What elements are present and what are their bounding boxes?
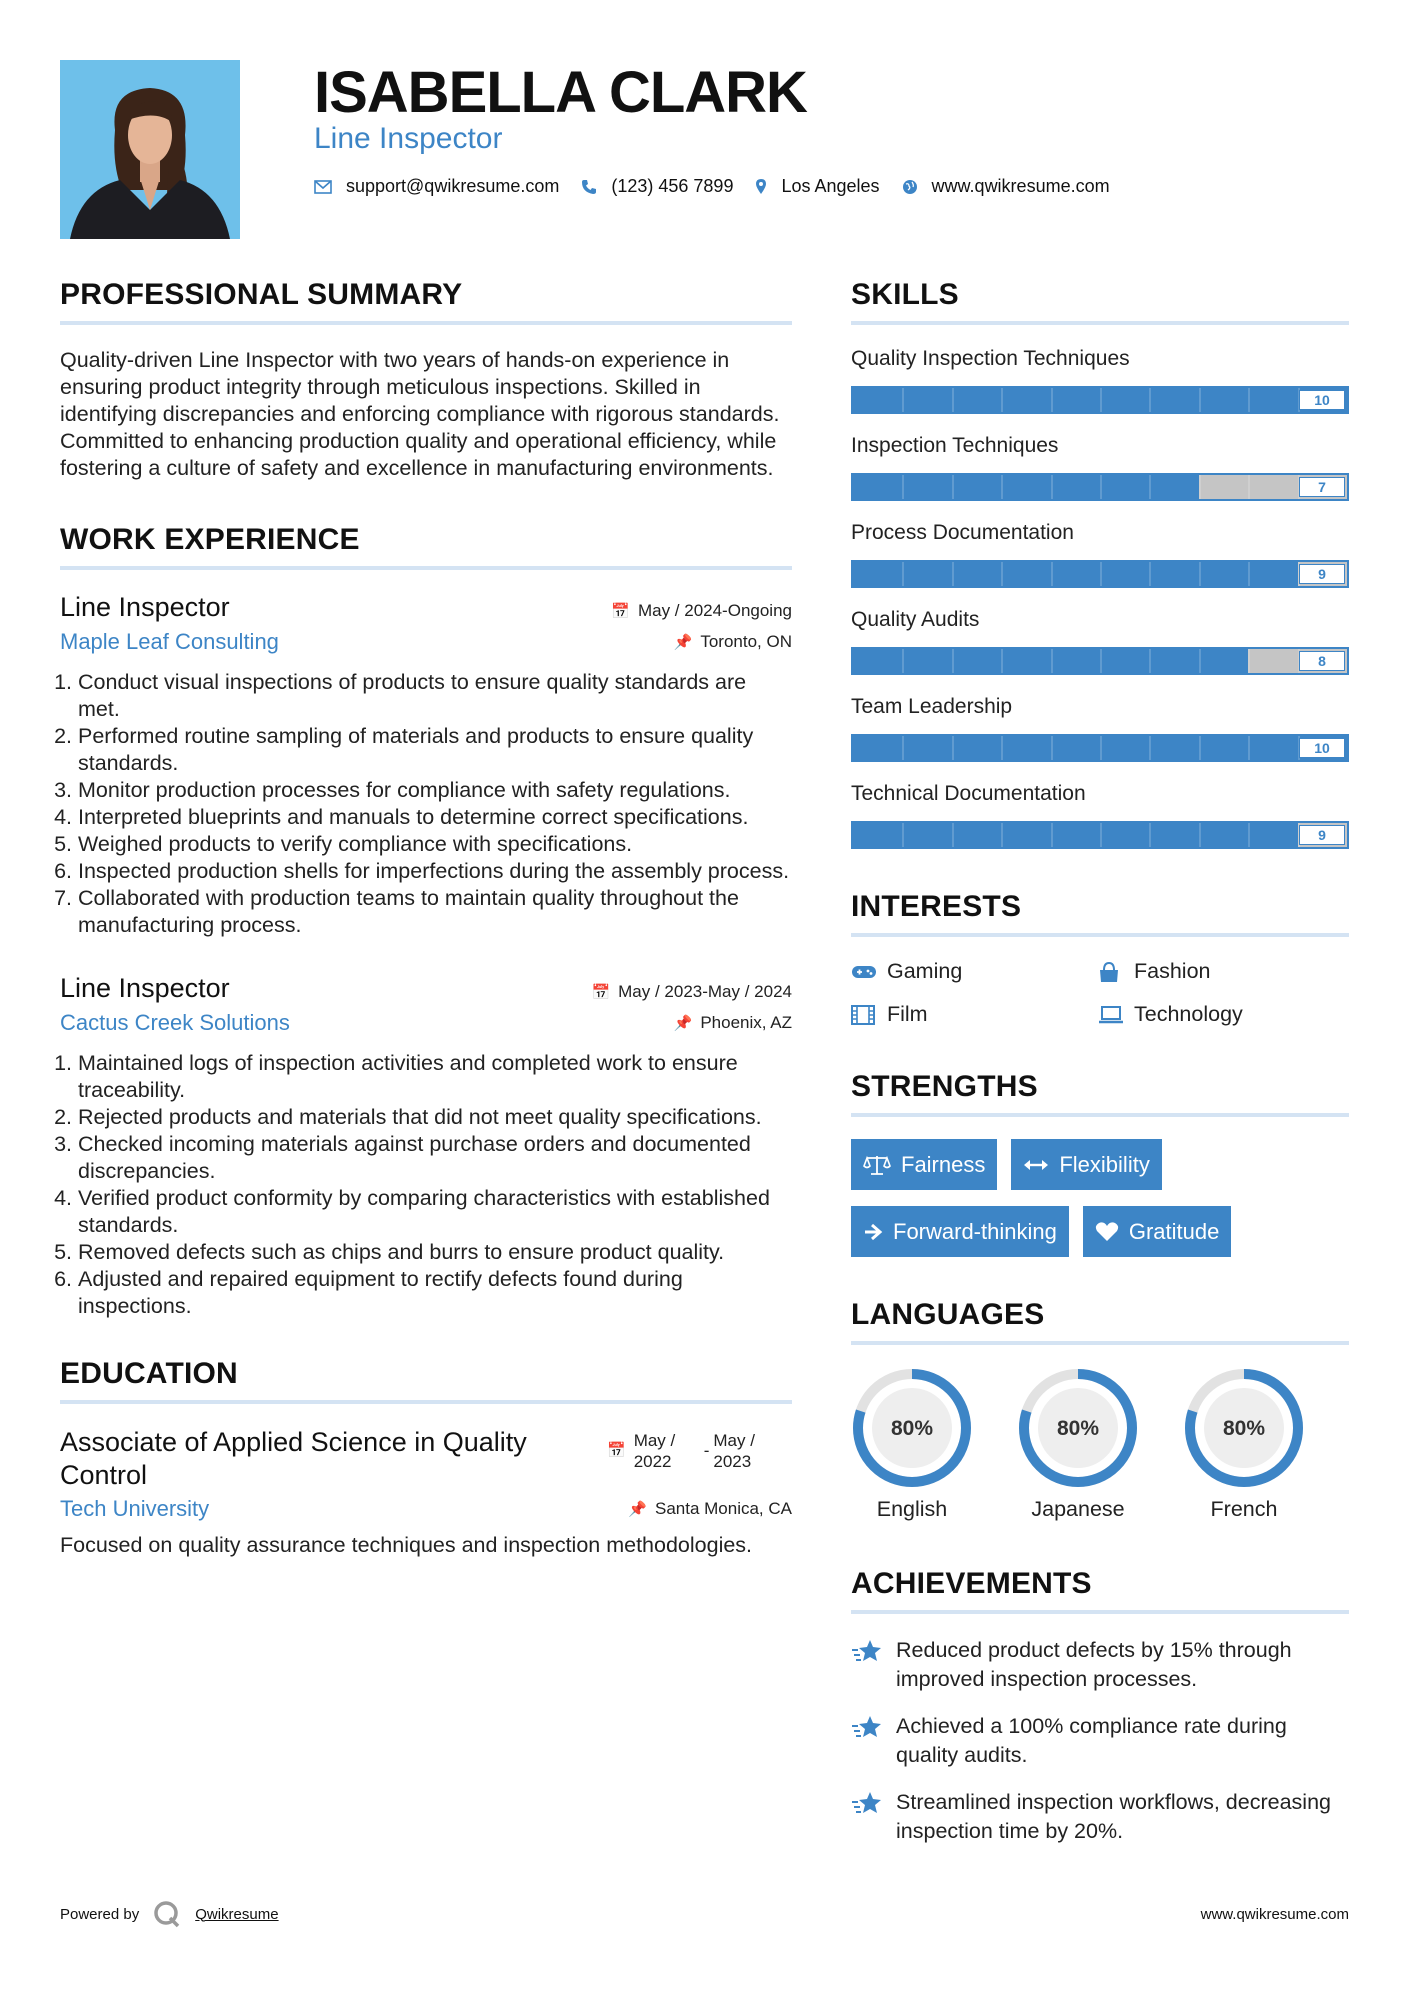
company-name: Cactus Creek Solutions [60, 1010, 290, 1035]
skill-bar-segment [1199, 475, 1201, 499]
achievement-item [851, 1636, 1349, 1694]
job-dates [591, 982, 792, 1002]
job-location-text: Phoenix, AZ [700, 1013, 792, 1032]
job-dates-text: May / 2023-May / 2024 [618, 982, 792, 1001]
strength-tag [1083, 1206, 1232, 1257]
strength-tag [1011, 1139, 1161, 1190]
skill-bar-segment [1051, 649, 1053, 673]
job-dates-text: May / 2024-Ongoing [637, 601, 792, 620]
contact-email-text: support@qwikresume.com [346, 176, 560, 196]
school-location [628, 1499, 792, 1519]
shooting-star-icon [851, 1636, 896, 1694]
list-item: 1. Conduct visual inspections of products to ensure quality standards are met. [78, 669, 792, 723]
contact-phone[interactable] [581, 176, 733, 197]
skill-bar-segment [1051, 736, 1053, 760]
job-dates [611, 601, 792, 621]
laptop-icon [1098, 1006, 1134, 1024]
profile-photo [60, 60, 240, 239]
calendar-icon: 📅 [607, 1442, 626, 1459]
skill-bar-segment [902, 736, 904, 760]
achievements-heading: ACHIEVEMENTS [851, 1567, 1092, 1600]
skills-section [851, 275, 1349, 849]
skill-bar-segment [902, 823, 904, 847]
skill-level: 9 [1299, 564, 1345, 584]
language-progress-ring [1183, 1367, 1305, 1489]
skill-bar-segment [1149, 475, 1151, 499]
language-name: Japanese [1031, 1497, 1125, 1521]
job-responsibilities [60, 669, 792, 939]
section-divider [60, 566, 792, 570]
skill-bar-segment [1001, 388, 1003, 412]
skill-bar-fill [853, 823, 1298, 847]
skill-bar [851, 560, 1349, 588]
section-divider [851, 1113, 1349, 1117]
skill-bar [851, 473, 1349, 501]
skill-bar-segment [1149, 388, 1151, 412]
experience-section [60, 520, 792, 1320]
skill-bar-segment [1199, 649, 1201, 673]
skill-item [851, 608, 1349, 675]
interest-label: Technology [1134, 1002, 1243, 1026]
languages-heading: LANGUAGES [851, 1298, 1045, 1331]
achievement-text: Reduced product defects by 15% through improved inspection processes. [896, 1638, 1292, 1691]
skill-item [851, 521, 1349, 588]
globe-icon [902, 179, 918, 195]
skill-level: 8 [1299, 651, 1345, 671]
contact-website-text: www.qwikresume.com [931, 176, 1110, 196]
interest-label: Film [887, 1002, 928, 1026]
job-entry [60, 592, 792, 939]
skill-bar-segment [1001, 562, 1003, 586]
skill-bar [851, 386, 1349, 414]
achievement-text: Streamlined inspection workflows, decreasing inspection time by 20%. [896, 1790, 1331, 1843]
list-item: 3. Checked incoming materials against purchase orders and documented discrepancies. [78, 1131, 792, 1185]
shooting-star-icon [851, 1712, 896, 1770]
language-item [851, 1367, 973, 1522]
strength-label: Flexibility [1059, 1151, 1150, 1177]
skill-bar-segment [1199, 562, 1201, 586]
skill-bar-segment [902, 388, 904, 412]
skill-bar-fill [853, 475, 1199, 499]
skill-bar-segment [1199, 736, 1201, 760]
skill-bar-segment [1051, 388, 1053, 412]
gamepad-icon [851, 964, 887, 980]
degree-title: Associate of Applied Science in Quality Control [60, 1427, 527, 1490]
skill-level: 9 [1299, 825, 1345, 845]
skill-bar-segment [1100, 823, 1102, 847]
interests-section [851, 887, 1349, 1027]
pushpin-icon: 📌 [673, 1015, 693, 1032]
skills-heading: SKILLS [851, 278, 959, 311]
language-progress-ring [1017, 1367, 1139, 1489]
section-divider [851, 321, 1349, 325]
skill-bar-segment [1248, 388, 1250, 412]
arrow-right-icon [863, 1223, 883, 1241]
job-entry [60, 973, 792, 1320]
job-location [674, 1013, 792, 1033]
list-item: 5. Removed defects such as chips and burrs to ensure product quality. [78, 1239, 792, 1266]
interest-film [851, 1002, 1098, 1027]
language-progress-ring [851, 1367, 973, 1489]
calendar-icon: 📅 [611, 603, 630, 620]
language-item [1183, 1367, 1305, 1522]
job-responsibilities [60, 1050, 792, 1320]
strength-label: Forward-thinking [893, 1218, 1057, 1244]
balance-scale-icon [863, 1154, 891, 1176]
shooting-star-icon [851, 1788, 896, 1846]
skill-bar-segment [952, 562, 954, 586]
skill-bar-segment [902, 649, 904, 673]
skill-item [851, 347, 1349, 414]
contact-website[interactable] [902, 176, 1110, 197]
languages-section [851, 1295, 1349, 1522]
qwikresume-logo-icon [153, 1900, 181, 1928]
skill-bar-segment [1051, 823, 1053, 847]
skill-bar-segment [952, 388, 954, 412]
education-description: Focused on quality assurance techniques and inspection methodologies. [60, 1533, 753, 1557]
job-title: Line Inspector [60, 592, 230, 622]
skill-bar [851, 734, 1349, 762]
skill-bar-segment [1199, 388, 1201, 412]
school-name: Tech University [60, 1496, 210, 1521]
contact-bar [314, 176, 1132, 197]
skill-bar [851, 821, 1349, 849]
skill-bar-segment [1001, 736, 1003, 760]
section-divider [851, 933, 1349, 937]
powered-by [60, 1900, 279, 1928]
education-start: May / 2022 [633, 1431, 676, 1471]
section-divider [60, 1400, 792, 1404]
list-item: 7. Collaborated with production teams to maintain quality throughout the manufacturing process. [78, 885, 792, 939]
list-item: 3. Monitor production processes for compliance with safety regulations. [78, 777, 792, 804]
skill-level: 10 [1299, 390, 1345, 410]
skill-name: Inspection Techniques [851, 434, 1059, 457]
envelope-icon [314, 180, 332, 194]
skill-bar-segment [1248, 823, 1250, 847]
date-separator: - [703, 1441, 710, 1460]
language-name: English [876, 1497, 948, 1521]
education-dates [607, 1430, 792, 1472]
list-item: 5. Weighed products to verify compliance with specifications. [78, 831, 792, 858]
job-location-text: Toronto, ON [700, 632, 792, 651]
job-title: Line Inspector [60, 973, 230, 1003]
skill-name: Process Documentation [851, 521, 1074, 544]
skill-bar-segment [902, 562, 904, 586]
education-heading: EDUCATION [60, 1357, 238, 1390]
education-end: May / 2023 [713, 1431, 755, 1471]
section-divider [60, 321, 792, 325]
list-item: 1. Maintained logs of inspection activities and completed work to ensure traceability. [78, 1050, 792, 1104]
pushpin-icon: 📌 [628, 1501, 647, 1518]
skill-bar-segment [1248, 736, 1250, 760]
skill-name: Team Leadership [851, 695, 1013, 718]
skill-bar-segment [1100, 562, 1102, 586]
experience-heading: WORK EXPERIENCE [60, 523, 360, 556]
strength-tag [851, 1139, 997, 1190]
achievement-item [851, 1712, 1349, 1770]
skill-bar-segment [1248, 562, 1250, 586]
company-name: Maple Leaf Consulting [60, 629, 279, 654]
skill-bar-segment [952, 823, 954, 847]
education-section [60, 1354, 792, 1559]
skill-level: 10 [1299, 738, 1345, 758]
powered-by-label: Powered by [60, 1905, 140, 1923]
skill-bar-segment [1051, 562, 1053, 586]
strength-label: Fairness [901, 1151, 986, 1177]
strength-label: Gratitude [1128, 1218, 1220, 1244]
contact-location [755, 176, 879, 197]
school-location-text: Santa Monica, CA [654, 1499, 792, 1518]
summary-section [60, 275, 792, 482]
contact-phone-text: (123) 456 7899 [611, 176, 734, 196]
footer-website[interactable]: www.qwikresume.com [1200, 1905, 1349, 1923]
skill-name: Quality Inspection Techniques [851, 347, 1130, 370]
skill-bar-segment [1149, 736, 1151, 760]
skill-bar-fill [853, 562, 1298, 586]
language-percent: 80% [1056, 1417, 1100, 1440]
language-percent: 80% [1222, 1417, 1266, 1440]
arrows-horizontal-icon [1023, 1158, 1049, 1172]
skill-bar-segment [1001, 649, 1003, 673]
skill-level: 7 [1299, 477, 1345, 497]
interest-label: Fashion [1134, 959, 1211, 983]
contact-location-text: Los Angeles [781, 176, 880, 196]
list-item: 6. Adjusted and repaired equipment to rectify defects found during inspections. [78, 1266, 792, 1320]
interests-heading: INTERESTS [851, 890, 1022, 923]
list-item: 2. Performed routine sampling of materials and products to ensure quality standards. [78, 723, 792, 777]
skill-bar-segment [952, 475, 954, 499]
strength-tag [851, 1206, 1069, 1257]
skill-name: Technical Documentation [851, 782, 1086, 805]
map-marker-icon [755, 178, 767, 195]
list-item: 6. Inspected production shells for imperfections during the assembly process. [78, 858, 792, 885]
section-divider [851, 1341, 1349, 1345]
skill-item [851, 434, 1349, 501]
section-divider [851, 1610, 1349, 1614]
skill-bar-segment [1051, 475, 1053, 499]
skill-bar-segment [952, 649, 954, 673]
contact-email[interactable] [314, 176, 559, 197]
achievement-item [851, 1788, 1349, 1846]
interest-label: Gaming [887, 959, 963, 983]
skill-item [851, 782, 1349, 849]
interest-technology [1098, 1002, 1345, 1027]
list-item: 4. Verified product conformity by comparing characteristics with established standards. [78, 1185, 792, 1239]
summary-text: Quality-driven Line Inspector with two years of hands-on experience in ensuring product integrity through meticulous inspections. Skilled in identifying discrepancies and enforcing compliance with rigorous standards. Committed to enhancing production quality and operational efficiency, while fostering a culture of safety and excellence in manufacturing environments. [60, 348, 780, 480]
skill-bar-segment [1100, 736, 1102, 760]
skill-bar-segment [952, 736, 954, 760]
skill-name: Quality Audits [851, 608, 980, 631]
skill-bar-segment [1149, 562, 1151, 586]
left-column [60, 275, 792, 1559]
summary-heading: PROFESSIONAL SUMMARY [60, 278, 463, 311]
achievements-section [851, 1564, 1349, 1846]
skill-bar-segment [1149, 823, 1151, 847]
skill-bar-segment [1001, 823, 1003, 847]
achievement-text: Achieved a 100% compliance rate during quality audits. [896, 1714, 1287, 1767]
skill-bar-segment [1149, 649, 1151, 673]
interest-fashion [1098, 959, 1345, 984]
list-item: 4. Interpreted blueprints and manuals to determine correct specifications. [78, 804, 792, 831]
skill-bar-segment [1248, 475, 1250, 499]
skill-bar-segment [902, 475, 904, 499]
language-percent: 80% [890, 1417, 934, 1440]
candidate-role: Line Inspector [314, 122, 503, 155]
strengths-heading: STRENGTHS [851, 1070, 1038, 1103]
film-icon [851, 1005, 887, 1025]
pushpin-icon: 📌 [673, 634, 693, 651]
skill-bar-segment [1001, 475, 1003, 499]
skill-item [851, 695, 1349, 762]
phone-icon [581, 179, 597, 195]
page-footer [60, 1900, 1349, 1928]
skill-bar-segment [1199, 823, 1201, 847]
resume-header [60, 60, 1350, 240]
candidate-name: ISABELLA CLARK [314, 60, 807, 125]
job-location [674, 632, 792, 652]
skill-bar [851, 647, 1349, 675]
heart-icon [1095, 1222, 1119, 1242]
calendar-icon: 📅 [591, 984, 611, 1001]
brand-link[interactable]: Qwikresume [195, 1905, 279, 1923]
language-item [1017, 1367, 1139, 1522]
right-column [851, 275, 1349, 1864]
skill-bar-segment [1100, 388, 1102, 412]
list-item: 2. Rejected products and materials that did not meet quality specifications. [78, 1104, 792, 1131]
shopping-bag-icon [1098, 961, 1134, 983]
strengths-section [851, 1067, 1349, 1257]
interest-gaming [851, 959, 1098, 984]
language-name: French [1210, 1497, 1278, 1521]
skill-bar-segment [1248, 649, 1250, 673]
skill-bar-segment [1100, 649, 1102, 673]
skills-list [851, 347, 1349, 849]
skill-bar-segment [1100, 475, 1102, 499]
